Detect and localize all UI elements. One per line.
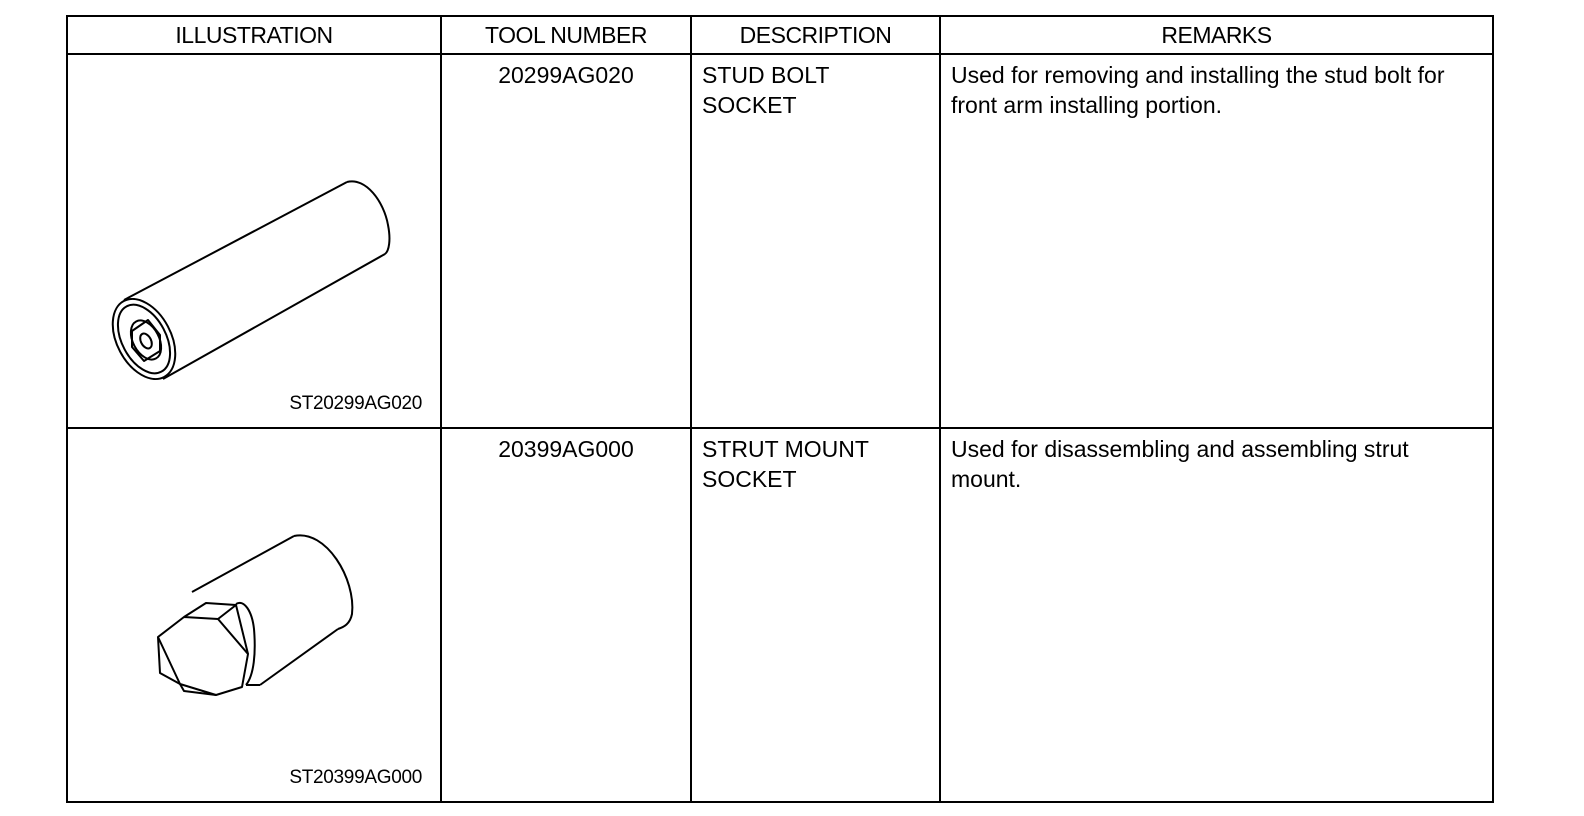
description-line: SOCKET	[702, 92, 797, 118]
illustration-cell	[67, 428, 441, 802]
remarks-cell	[940, 428, 1493, 802]
illustration-part-code: ST20299AG020	[289, 393, 422, 414]
description-cell	[691, 54, 940, 428]
table-row	[67, 428, 1493, 802]
tool-number-cell	[441, 54, 691, 428]
description-line: STRUT MOUNT	[702, 436, 869, 462]
table-row	[67, 54, 1493, 428]
description-line: SOCKET	[702, 466, 797, 492]
remarks-line: front arm installing portion.	[951, 92, 1223, 118]
tool-number: 20399AG000	[498, 436, 634, 462]
description-cell	[691, 428, 940, 802]
remarks-line: Used for disassembling and assembling strut	[951, 436, 1409, 462]
description-line: STUD BOLT	[702, 62, 830, 88]
remarks-cell	[940, 54, 1493, 428]
stud-bolt-socket-icon	[68, 55, 440, 427]
illustration-cell	[67, 54, 441, 428]
header-row	[67, 16, 1493, 54]
header-description: DESCRIPTION	[691, 16, 940, 54]
special-tools-table	[66, 15, 1494, 803]
tool-number: 20299AG020	[498, 62, 634, 88]
remarks-line: Used for removing and installing the stud bolt for	[951, 62, 1445, 88]
strut-mount-socket-icon	[68, 429, 440, 801]
header-illustration: ILLUSTRATION	[67, 16, 441, 54]
remarks-line: mount.	[951, 466, 1022, 492]
header-remarks: REMARKS	[940, 16, 1493, 54]
header-tool-number: TOOL NUMBER	[441, 16, 691, 54]
illustration-part-code: ST20399AG000	[289, 767, 422, 788]
tool-number-cell	[441, 428, 691, 802]
